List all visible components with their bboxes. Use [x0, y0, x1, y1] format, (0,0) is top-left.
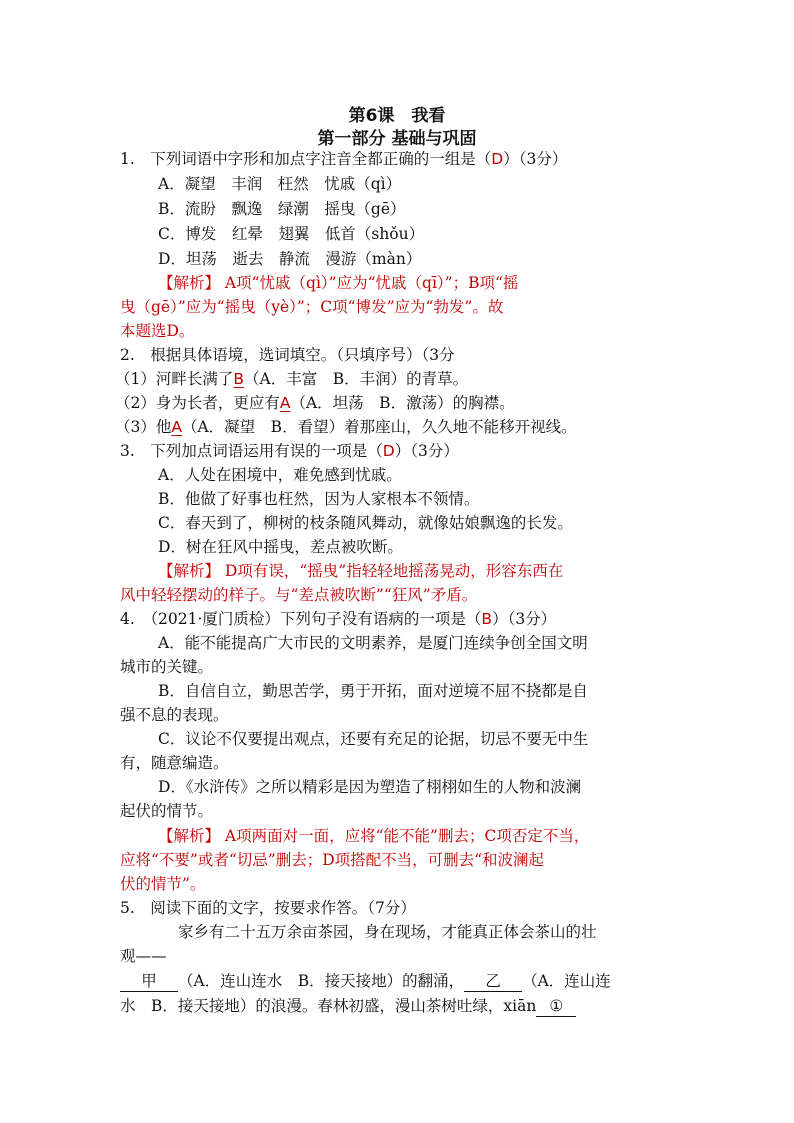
- q4-option-d-line2: 起伏的情节。: [120, 802, 214, 820]
- q2-item-1-answer: B: [233, 370, 245, 388]
- q4-answer: B: [481, 610, 493, 628]
- q1-option-c: C．博发 红晕 翅翼 低首（shǒu）: [158, 225, 425, 243]
- q4-stem: 4. （2021·厦门质检）下列句子没有语病的一项是（B）（3分）: [120, 610, 557, 628]
- q2-item-1: （1）河畔长满了B（A．丰富 B．丰润）的青草。: [115, 370, 469, 388]
- q4-option-d-line1: D．《水浒传》之所以精彩是因为塑造了栩栩如生的人物和波澜: [158, 778, 582, 796]
- q1-option-b: B．流盼 飘逸 绿潮 摇曳（gē）: [158, 200, 406, 218]
- q4-option-c-line1: C．议论不仅要提出观点，还要有充足的论据，切忌不要无中生: [158, 730, 589, 748]
- q5-blank-one: ①: [536, 996, 576, 1017]
- q1-analysis-line1: 【解析】 A项“忧戚（qì）”应为“忧戚（qī）”；B项“摇: [158, 274, 519, 292]
- q5-passage-line1: 家乡有二十五万余亩茶园，身在现场，才能真正体会茶山的壮: [178, 923, 597, 941]
- q1-analysis-line2: 曳（gē）”应为“摇曳（yè）”；C项“博发”应为“勃发”。故: [120, 298, 504, 316]
- lesson-title: 第6课 我看: [348, 106, 446, 126]
- q2-stem: 2. 根据具体语境，选词填空。（只填序号）（3分: [120, 346, 455, 364]
- q3-answer: D: [382, 442, 395, 460]
- q4-option-a-line1: A．能不能提高广大市民的文明素养，是厦门连续争创全国文明: [158, 634, 588, 652]
- q1-option-d: D．坦荡 逝去 静流 漫游（màn）: [158, 250, 422, 268]
- q4-analysis-line3: 伏的情节”。: [120, 875, 206, 893]
- q3-analysis-line2: 风中轻轻摆动的样子。与“差点被吹断”“狂风”矛盾。: [120, 586, 478, 604]
- q2-item-2-answer: A: [279, 394, 291, 412]
- q4-analysis-line2: 应将“不要”或者“切忌”删去；D项搭配不当，可删去“和波澜起: [120, 851, 545, 869]
- q4-option-b-line2: 强不息的表现。: [120, 706, 229, 724]
- q1-stem: 1. 下列词语中字形和加点字注音全都正确的一组是（D）（3分）: [120, 150, 568, 168]
- q5-passage-line4: 水 B．接天接地）的浪漫。春林初盛，漫山茶树吐绿，xiān ①: [120, 995, 680, 1017]
- q5-stem: 5. 阅读下面的文字，按要求作答。（7分）: [120, 899, 416, 917]
- q3-option-b: B．他做了好事也枉然，因为人家根本不领情。: [158, 490, 480, 508]
- q1-analysis-line3: 本题选D。: [120, 322, 195, 340]
- q2-item-3-answer: A: [171, 418, 182, 436]
- q5-passage-line2: 观——: [120, 947, 167, 965]
- q3-stem: 3. 下列加点词语运用有误的一项是（D）（3分）: [120, 442, 459, 460]
- q3-option-a: A．人处在困境中，难免感到忧戚。: [158, 466, 402, 484]
- q5-blank-yi: 乙: [464, 971, 522, 992]
- q2-item-3: （3）他A（A．凝望 B．看望）着那座山，久久地不能移开视线。: [115, 418, 577, 436]
- q4-option-b-line1: B．自信自立，勤思苦学，勇于开拓，面对逆境不屈不挠都是自: [158, 682, 588, 700]
- q4-option-c-line2: 有，随意编造。: [120, 754, 229, 772]
- q4-analysis-line1: 【解析】 A项两面对一面，应将“能不能”删去；C项否定不当，: [158, 827, 590, 845]
- q1-answer: D: [491, 150, 504, 168]
- q2-item-2: （2）身为长者，更应有A（A．坦荡 B．激荡）的胸襟。: [115, 394, 515, 412]
- q3-option-d: D．树在狂风中摇曳，差点被吹断。: [158, 538, 403, 556]
- section-title: 第一部分 基础与巩固: [317, 129, 477, 149]
- q5-passage-line3: 甲 （A．连山连水 B．接天接地）的翻涌， 乙 （A．连山连: [120, 970, 680, 992]
- q3-option-c: C．春天到了，柳树的枝条随风舞动，就像姑娘飘逸的长发。: [158, 514, 573, 532]
- q5-blank-jia: 甲: [120, 971, 178, 992]
- q3-analysis-line1: 【解析】 D项有误，“摇曳”指轻轻地摇荡晃动，形容东西在: [158, 562, 564, 580]
- q4-option-a-line2: 城市的关键。: [120, 658, 214, 676]
- q1-option-a: A．凝望 丰润 枉然 忧戚（qì）: [158, 175, 402, 193]
